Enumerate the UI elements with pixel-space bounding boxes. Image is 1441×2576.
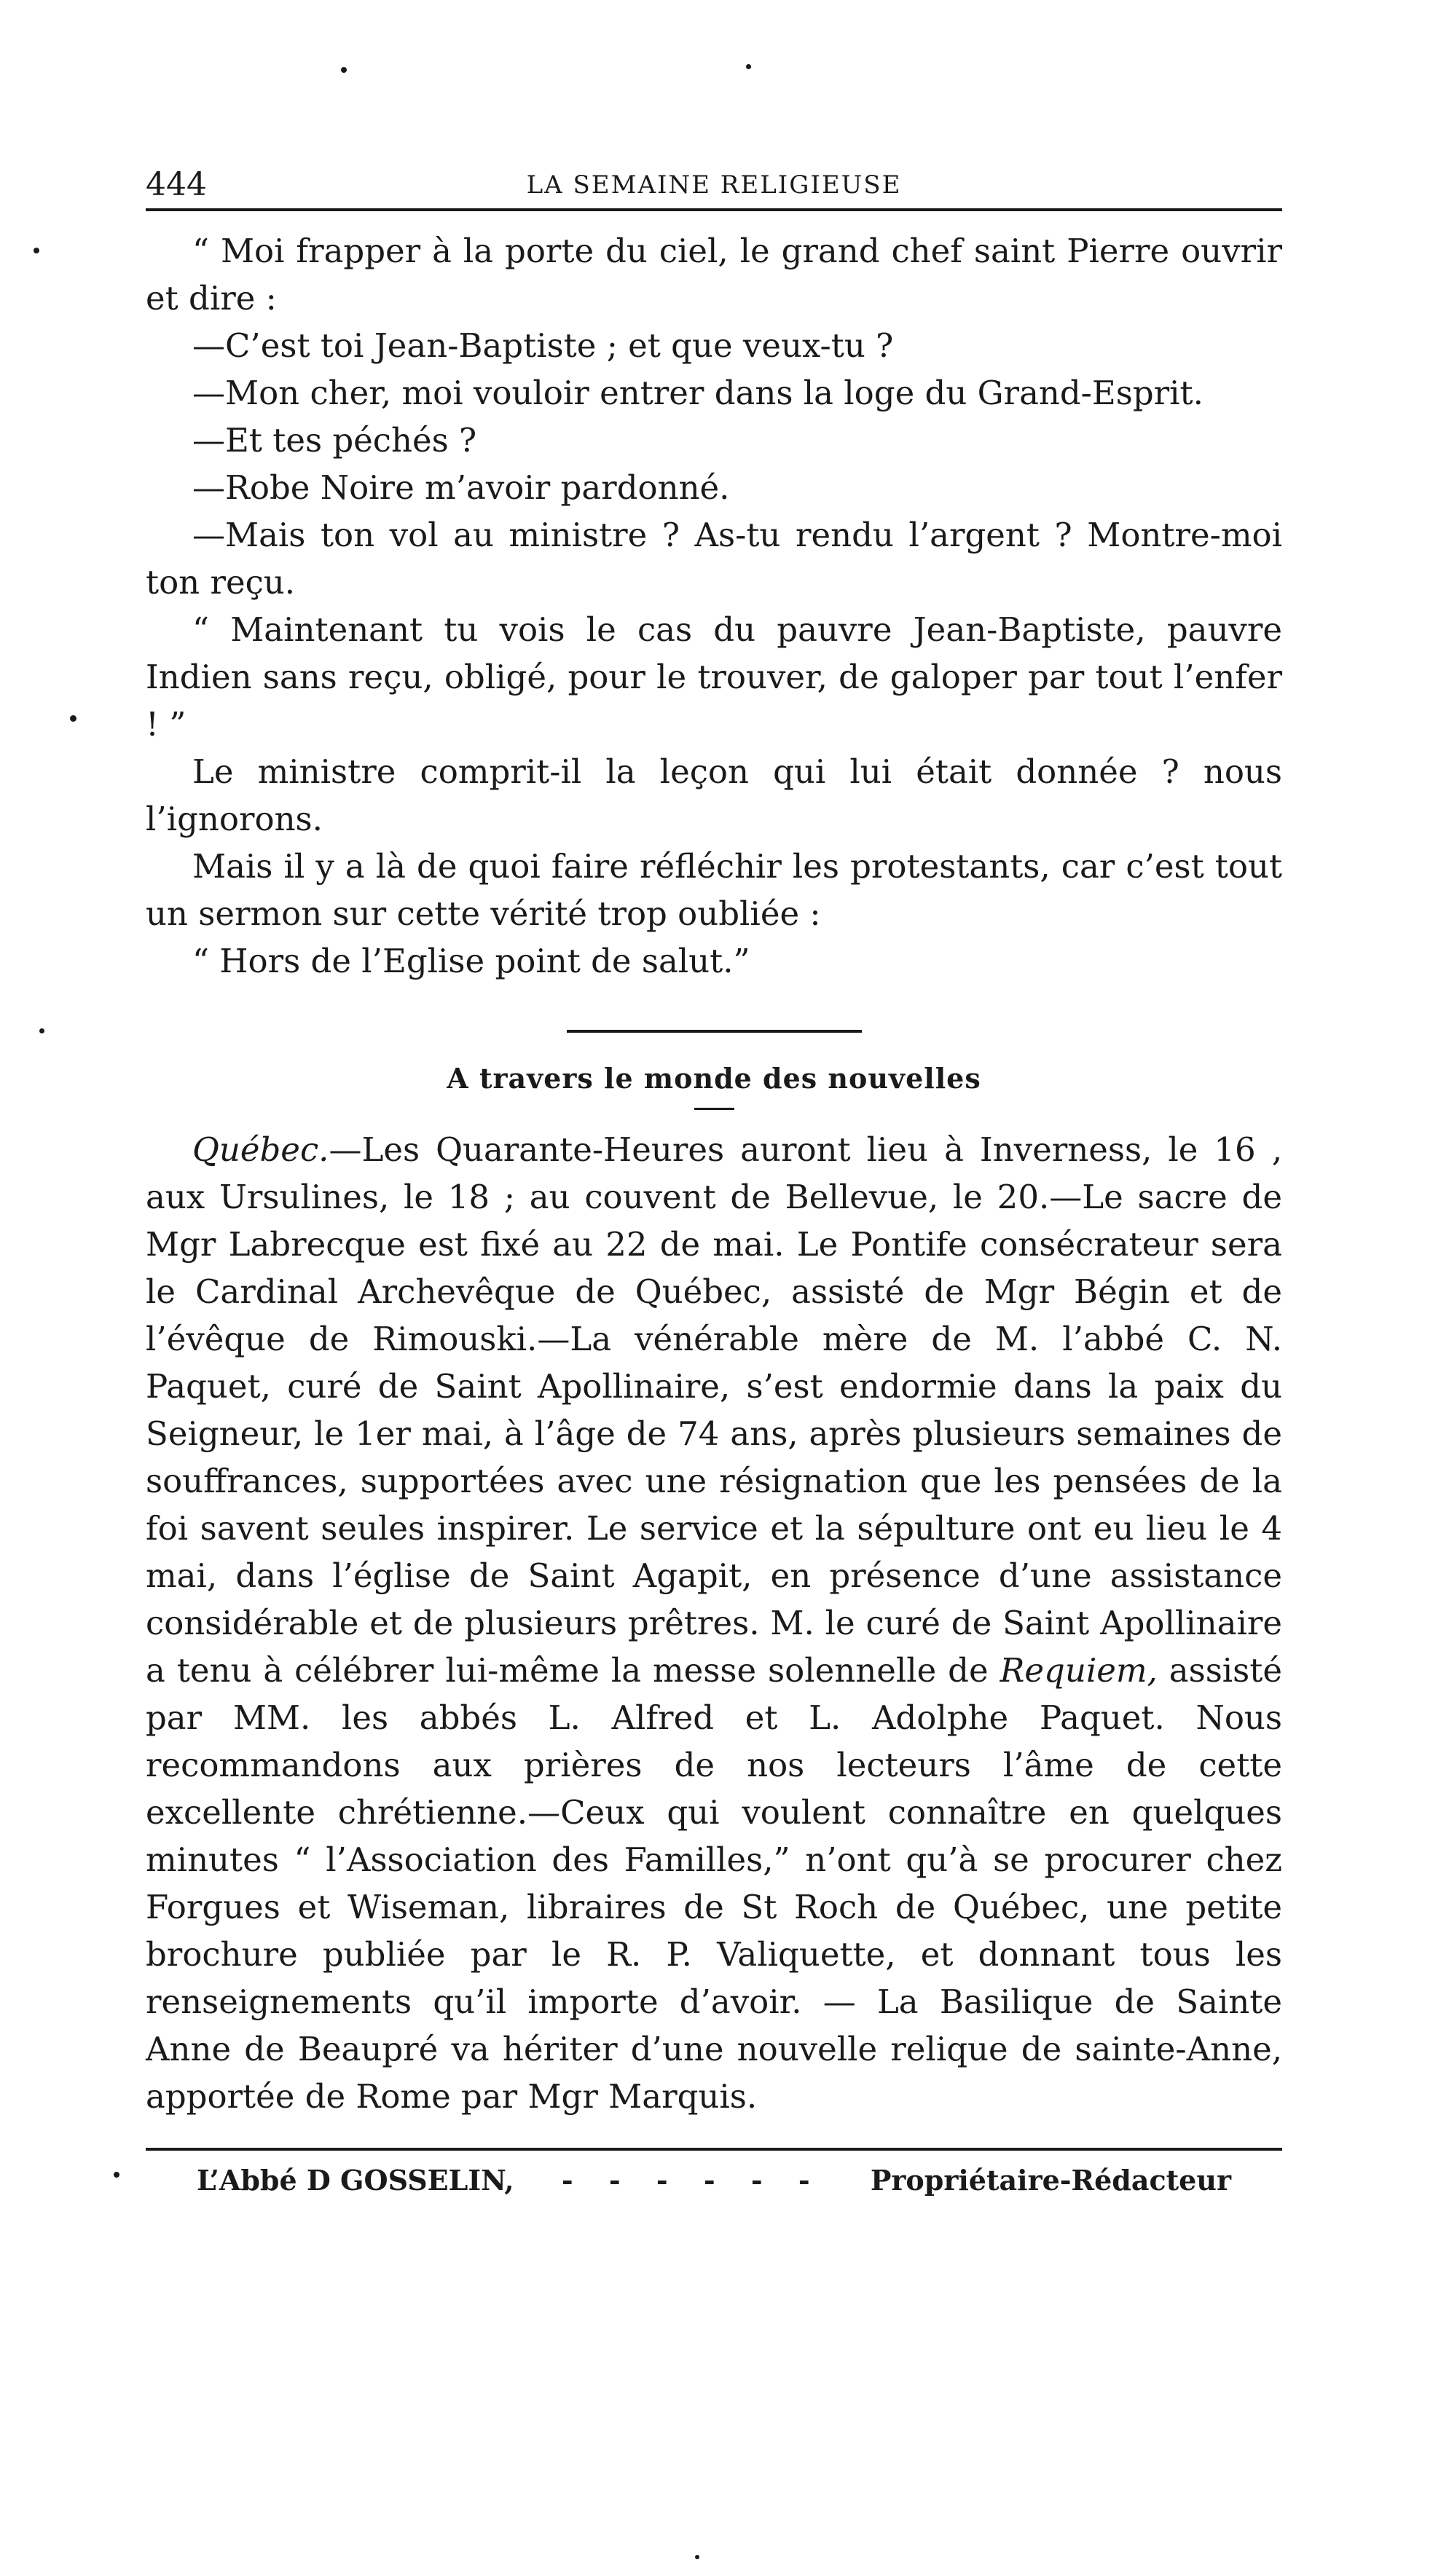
story-paragraph: —Et tes péchés ?: [192, 421, 477, 460]
story-paragraph: —Mon cher, moi vouloir entrer dans la loge du Grand-Esprit.: [192, 374, 1204, 412]
news-text-continued: assisté par MM. les abbés L. Alfred et L. Adolphe Paquet. Nous recommandons aux prières de nos lecteurs l’âme de cette excellente chrétienne.—Ceux qui voulent connaître en quelques minutes “ l’Association des Familles,” n’ont qu’à se procurer chez Forgues et Wiseman, libraires de St Roch de Québec, une petite brochure publiée par le R. P. Valiquette, et donnant tous les renseignements qu’il importe d’avoir. — La Basilique de Sainte Anne de Beaupré va hériter d’une nouvelle relique de sainte-Anne, apportée de Rome par Mgr Marquis.: [146, 1651, 1282, 2116]
section-title: A travers le monde des nouvelles: [447, 1062, 981, 1095]
editor-name: L’Abbé D GOSSELIN,: [197, 2164, 514, 2197]
page-footer: [146, 2164, 1282, 2197]
print-speck: [341, 67, 347, 73]
footer-rule: [146, 2148, 1282, 2151]
print-speck: [114, 2172, 119, 2178]
requiem-word: Requiem,: [1000, 1651, 1158, 1690]
story-paragraph: “ Moi frapper à la porte du ciel, le grand chef saint Pierre ouvrir et dire :: [146, 232, 1282, 318]
story-paragraph: —Robe Noire m’avoir pardonné.: [192, 468, 730, 507]
story-paragraph: Mais il y a là de quoi faire réfléchir les protestants, car c’est tout un sermon sur cette vérité trop oubliée :: [146, 847, 1282, 933]
print-speck: [34, 248, 39, 253]
story-paragraph: “ Hors de l’Eglise point de salut.”: [192, 942, 750, 980]
header-rule: [146, 208, 1282, 211]
print-speck: [746, 64, 751, 69]
footer-leader-dots: - - - - - -: [561, 2164, 823, 2197]
story-paragraph: —C’est toi Jean-Baptiste ; et que veux-tu ?: [192, 326, 894, 365]
print-speck: [695, 2555, 699, 2559]
story-paragraph: Le ministre comprit-il la leçon qui lui était donnée ? nous l’ignorons.: [146, 752, 1282, 838]
print-speck: [39, 1028, 44, 1033]
story-section: [146, 227, 1282, 985]
document-page: [146, 160, 1282, 2197]
story-paragraph: —Mais ton vol au ministre ? As-tu rendu l’argent ? Montre-moi ton reçu.: [146, 516, 1282, 602]
page-number: 444: [146, 166, 207, 203]
news-text: —Les Quarante-Heures auront lieu à Inverness, le 16 , aux Ursulines, le 18 ; au couvent de Bellevue, le 20.—Le sacre de Mgr Labrecque est fixé au 22 de mai. Le Pontife consécrateur sera le Cardinal Archevêque de Québec, assisté de Mgr Bégin et de l’évêque de Rimouski.—La vénérable mère de M. l’abbé C. N. Paquet, curé de Saint Apollinaire, s’est endormie dans la paix du Seigneur, le 1er mai, à l’âge de 74 ans, après plusieurs semaines de souffrances, supportées avec une résignation que les pensées de la foi savent seules inspirer. Le service et la sépulture ont eu lieu le 4 mai, dans l’église de Saint Agapit, en présence d’une assistance considérable et de plusieurs prêtres. M. le curé de Saint Apollinaire a tenu à célébrer lui-même la messe solennelle de: [146, 1130, 1282, 1690]
news-place: Québec.: [192, 1130, 329, 1169]
editor-role: Propriétaire-Rédacteur: [870, 2164, 1231, 2197]
section-divider: [567, 1030, 862, 1033]
story-paragraph: “ Maintenant tu vois le cas du pauvre Jean-Baptiste, pauvre Indien sans reçu, obligé, pour le trouver, de galoper par tout l’enfer ! ”: [146, 610, 1282, 744]
page-header: [146, 160, 1282, 211]
title-underline: [694, 1108, 734, 1110]
news-paragraph: [146, 1126, 1282, 2120]
print-speck: [70, 715, 76, 722]
running-title: LA SEMAINE RELIGIEUSE: [526, 170, 902, 200]
